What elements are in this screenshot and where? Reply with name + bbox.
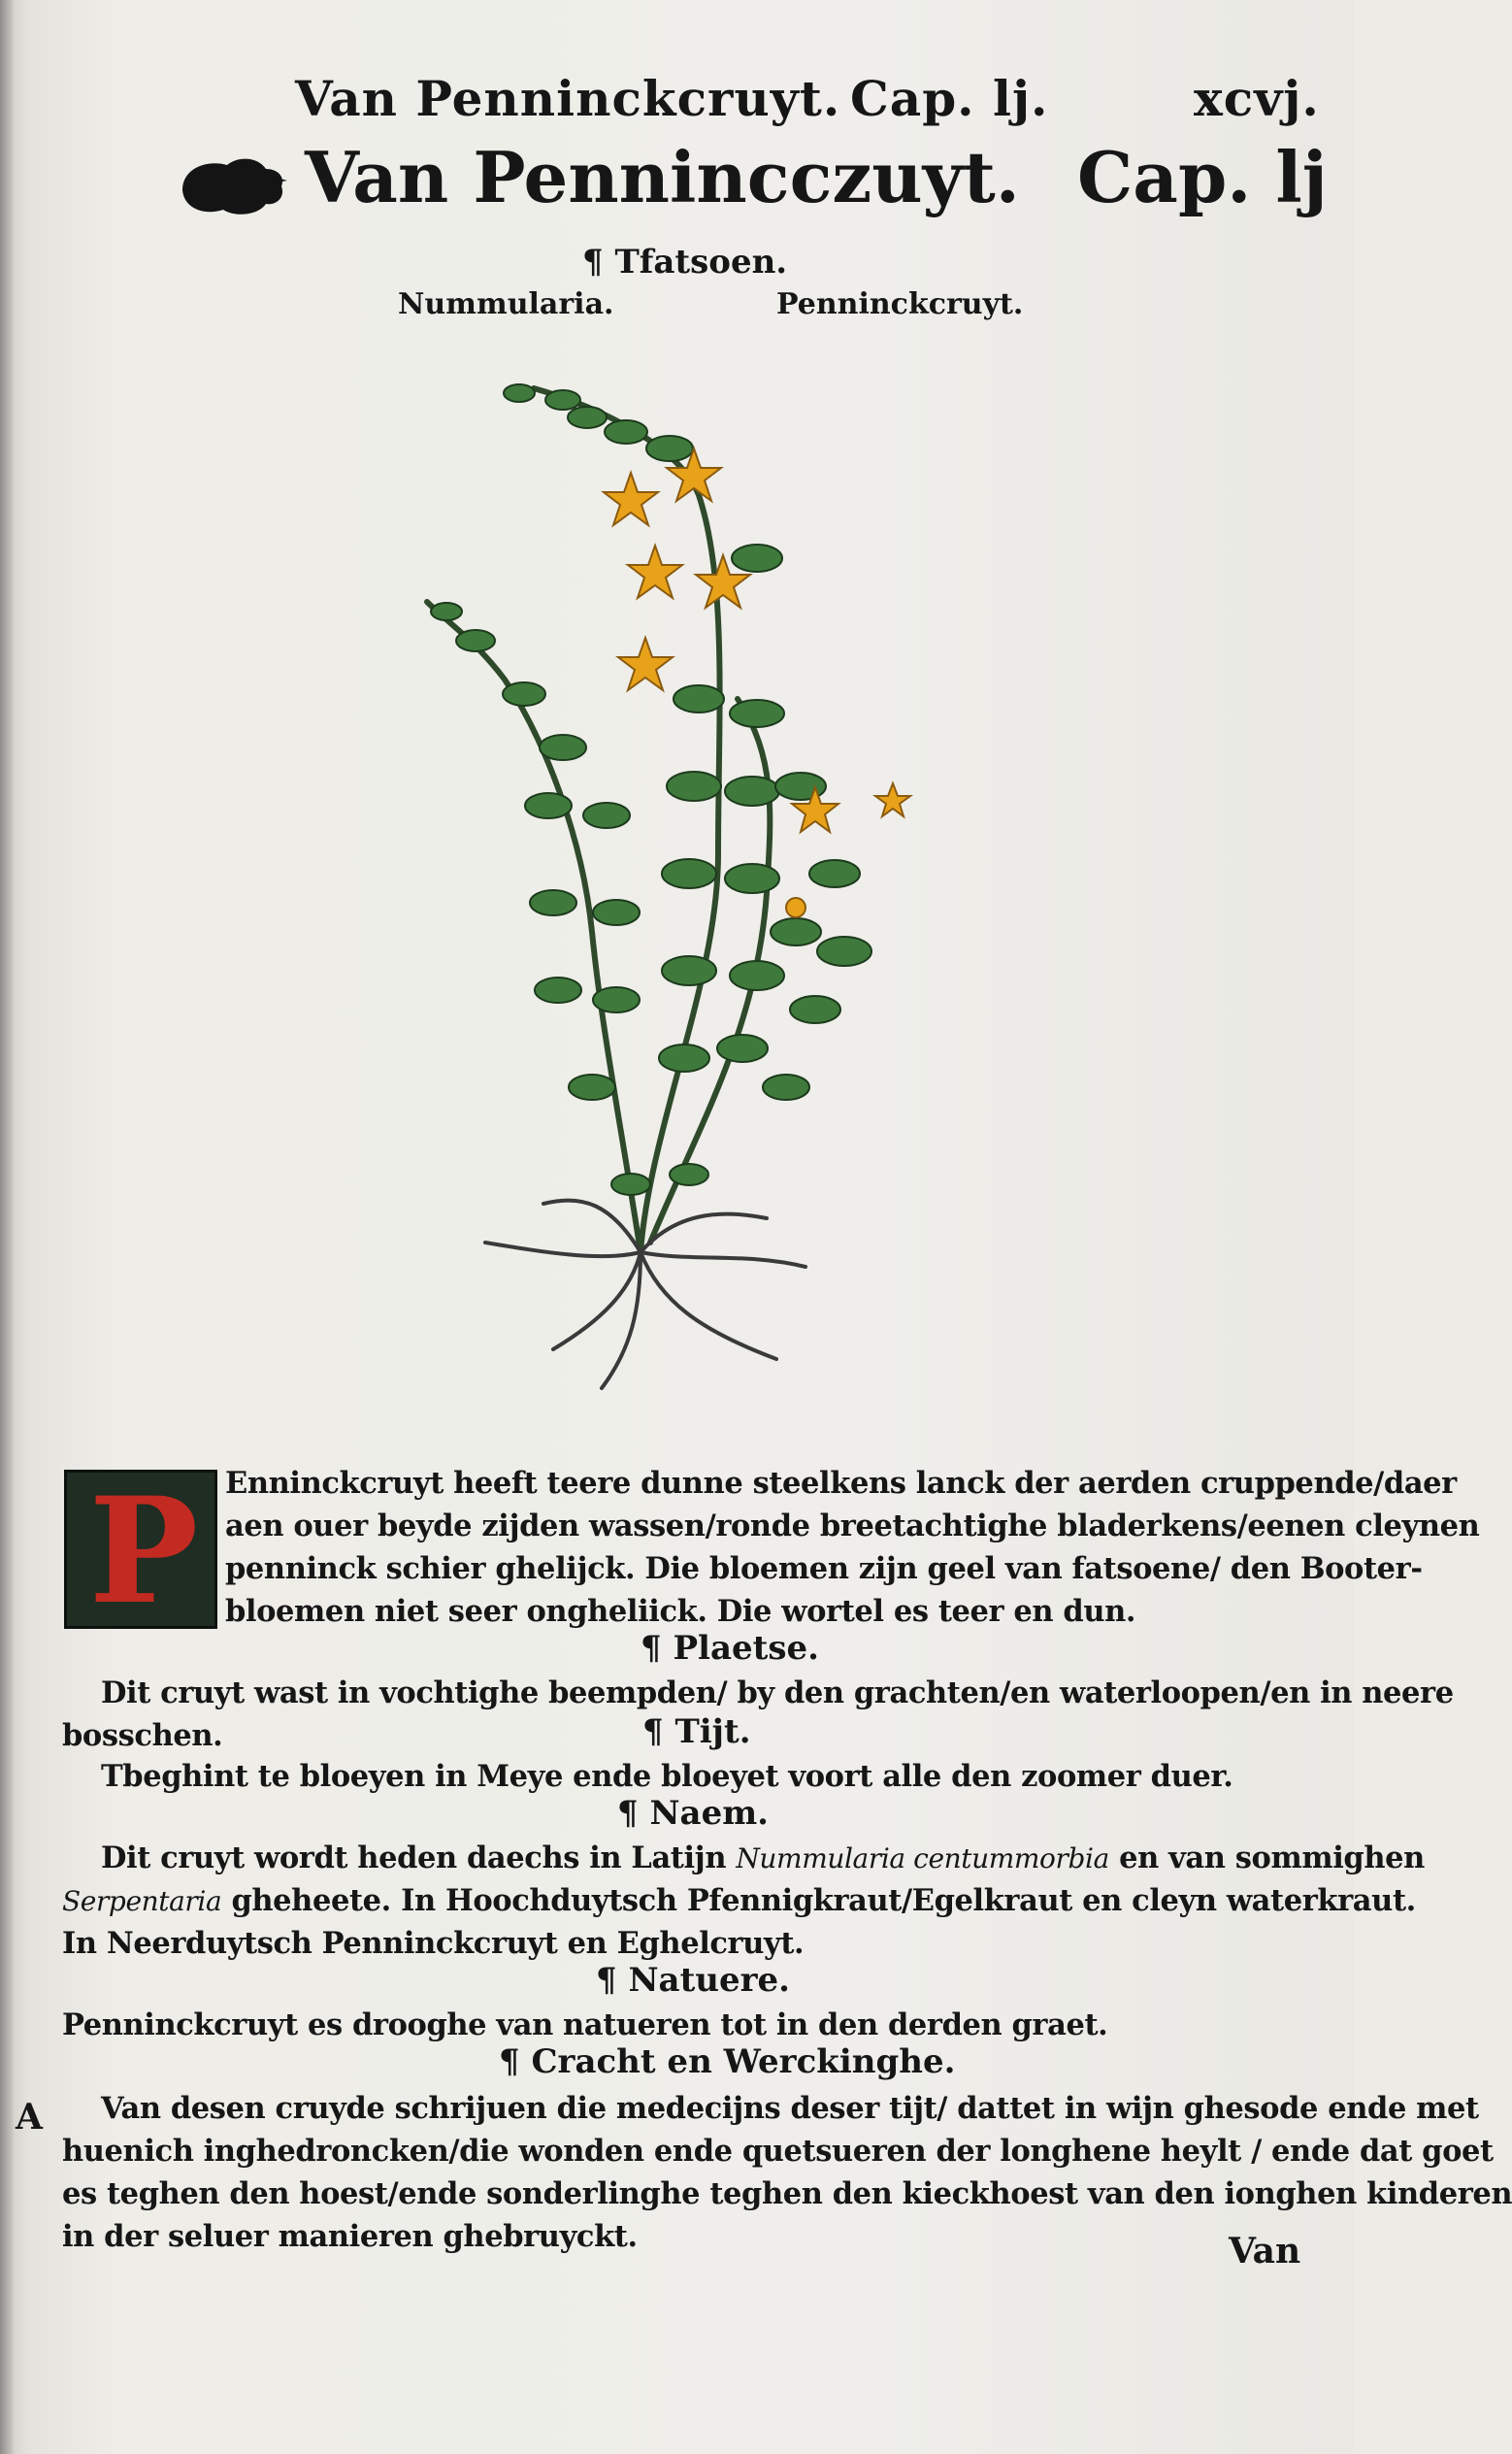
- text-line: huenich inghedroncken/die wonden ende quetsueren der longhene heylt / ende dat goet: [62, 2134, 1494, 2169]
- text-line: Enninckcruyt heeft teere dunne steelkens lanck der aerden cruppende/daer: [225, 1466, 1457, 1501]
- paragraph-mark-icon: ¶: [596, 1961, 629, 2000]
- section-heading-fashion: ¶ Tfatsoen.: [582, 243, 788, 282]
- book-gutter: [0, 0, 14, 2454]
- text-line: penninck schier ghelijck. Die bloemen zijn geel van fatsoene/ den Booter-: [225, 1551, 1423, 1586]
- paragraph-mark-icon: ¶: [642, 1712, 675, 1751]
- text-line: bloemen niet seer ongheliick. Die wortel es teer en dun.: [225, 1594, 1136, 1629]
- text-line: Tbeghint te bloeyen in Meye ende bloeyet voort alle den zoomer duer.: [101, 1759, 1233, 1794]
- section-heading-time: ¶ Tijt.: [642, 1712, 751, 1751]
- signature-mark: A: [16, 2097, 43, 2138]
- chapter-number: Cap. lj: [1077, 136, 1328, 218]
- text-line: Serpentaria gheheete. In Hoochduytsch Pfennigkraut/Egelkraut en cleyn waterkraut.: [62, 1883, 1416, 1918]
- running-head-folio: xcvj.: [1194, 70, 1320, 127]
- running-head-title: Van Penninckcruyt.: [295, 70, 841, 127]
- text-line: In Neerduytsch Penninckcruyt en Eghelcruyt.: [62, 1926, 805, 1961]
- figure-label-dutch: Penninckcruyt.: [776, 287, 1024, 321]
- figure-label-latin: Nummularia.: [398, 287, 614, 321]
- catchword: Van: [1229, 2231, 1301, 2272]
- text-line: bosschen.: [62, 1718, 223, 1753]
- section-heading-place: ¶ Plaetse.: [641, 1629, 819, 1668]
- paragraph-mark-icon: ¶: [499, 2042, 532, 2081]
- text-line: es teghen den hoest/ende sonderlinghe teghen den kieckhoest van den ionghen kinderen: [62, 2176, 1512, 2211]
- chapter-title: Van Pennincczuyt.: [305, 136, 1020, 218]
- paragraph-mark-icon: ¶: [641, 1629, 674, 1668]
- text-line: in der seluer manieren ghebruyckt.: [62, 2219, 638, 2254]
- paragraph-mark-icon: ¶: [617, 1794, 650, 1833]
- text-line: Dit cruyt wast in vochtighe beempden/ by den grachten/en waterloopen/en in neere: [101, 1675, 1454, 1710]
- plant-illustration: [408, 349, 951, 1417]
- decorated-initial: P: [64, 1470, 217, 1629]
- paragraph-mark-icon: ¶: [582, 243, 615, 282]
- text-line: Dit cruyt wordt heden daechs in Latijn Nummularia centummorbia en van sommighen: [101, 1840, 1425, 1875]
- section-heading-nature: ¶ Natuere.: [596, 1961, 791, 2000]
- running-head-chapter: Cap. lj.: [850, 70, 1049, 127]
- text-line: aen ouer beyde zijden wassen/ronde breetachtighe bladerkens/eenen cleynen: [225, 1509, 1480, 1543]
- section-heading-power: ¶ Cracht en Werckinghe.: [499, 2042, 956, 2081]
- section-heading-name: ¶ Naem.: [617, 1794, 770, 1833]
- pointing-hand-icon: [177, 151, 289, 221]
- text-line: Van desen cruyde schrijuen die medecijns deser tijt/ dattet in wijn ghesode ende met: [101, 2091, 1479, 2126]
- text-line: Penninckcruyt es drooghe van natueren tot in den derden graet.: [62, 2007, 1108, 2042]
